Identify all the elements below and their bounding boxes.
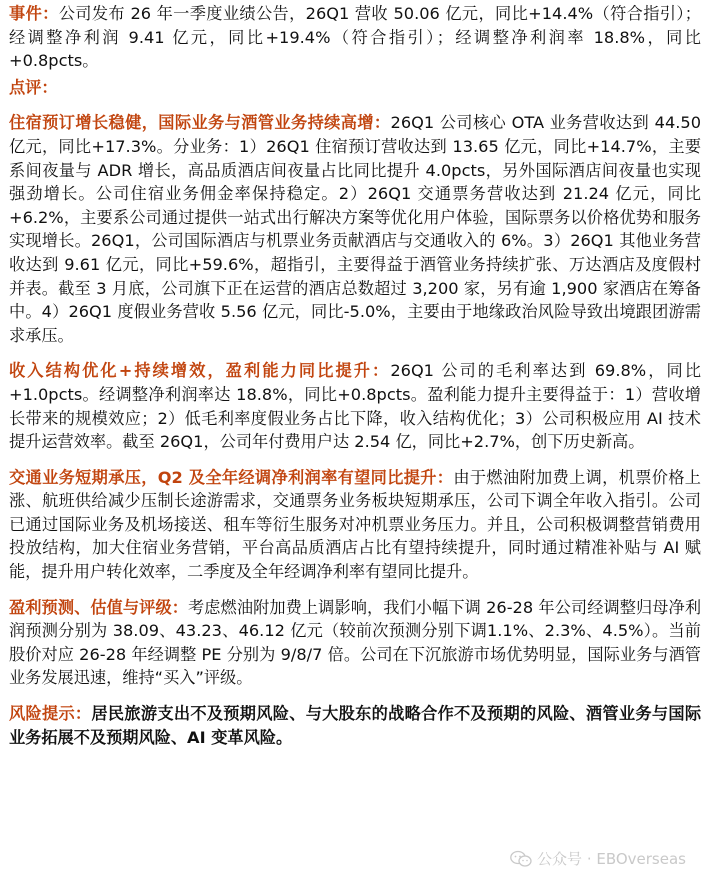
section-accommodation bbox=[9, 111, 701, 347]
comment-heading-label: 点评： bbox=[9, 77, 58, 97]
event-text: 公司发布 26 年一季度业绩公告，26Q1 营收 50.06 亿元，同比+14.4%（符合指引）；经调整净利润 9.41 亿元，同比+19.4%（符合指引）；经调整净利润率 18.8%，同比+0.8pcts。 bbox=[9, 4, 701, 71]
section-heading: 盈利预测、估值与评级： bbox=[9, 597, 188, 617]
risk-paragraph bbox=[9, 702, 701, 749]
risk-label: 风险提示： bbox=[9, 704, 92, 724]
event-label: 事件： bbox=[9, 4, 59, 23]
section-transport bbox=[9, 466, 701, 584]
section-heading: 交通业务短期承压，Q2 及全年经调净利润率有望同比提升： bbox=[9, 467, 454, 487]
comment-heading bbox=[9, 76, 701, 100]
watermark bbox=[510, 848, 686, 869]
section-forecast bbox=[9, 596, 701, 690]
section-profitability bbox=[9, 359, 701, 453]
section-heading: 收入结构优化+持续增效，盈利能力同比提升： bbox=[9, 361, 391, 381]
wechat-icon bbox=[510, 850, 532, 868]
event-paragraph bbox=[9, 2, 701, 73]
section-text: 26Q1 公司核心 OTA 业务营收达到 44.50 亿元，同比+17.3%。分业务：1）26Q1 住宿预订营收达到 13.65 亿元，同比+14.7%，主要系间夜量与 ADR 增长，高品质酒店间夜量占比同比提升 4.0pcts，另外国际酒店间夜量也实现强劲增长。公司住宿业务佣金率保持稳定。2）26Q1 交通票务营收达到 21.24 亿元，同比+6.2%，主要系公司通过提供一站式出行解决方案等优化用户体验，国际票务以价格优势和服务实现增长。26Q1，公司国际酒店与机票业务贡献酒店与交通收入的 6%。3）26Q1 其他业务营收达到 9.61 亿元，同比+59.6%，超指引，主要得益于酒管业务持续扩张、万达酒店及度假村并表。截至 3 月底，公司旗下正在运营的酒店总数超过 3,200 家，另有逾 1,900 家酒店在筹备中。4）26Q1 度假业务营收 5.56 亿元，同比-5.0%，主要由于地缘政治风险导致出境跟团游需求承压。 bbox=[9, 113, 701, 345]
section-heading: 住宿预订增长稳健，国际业务与酒管业务持续高增： bbox=[9, 113, 391, 133]
risk-text: 居民旅游支出不及预期风险、与大股东的战略合作不及预期的风险、酒管业务与国际业务拓展不及预期风险、AI 变革风险。 bbox=[9, 704, 702, 747]
watermark-text: 公众号 · EBOverseas bbox=[537, 850, 686, 868]
report-body bbox=[9, 2, 701, 749]
section-text: 考虑燃油附加费上调影响，我们小幅下调 26-28 年公司经调整归母净利润预测分别为 38.09、43.23、46.12 亿元（较前次预测分别下调1.1%、2.3%、4.5%）。当前股价对应 26-28 年经调整 PE 分别为 9/8/7 倍。公司在下沉旅游市场优势明显，国际业务与酒管业务发展迅速，维持“买入”评级。 bbox=[9, 597, 702, 688]
section-text: 由于燃油附加费上调，机票价格上涨、航班供给减少压制长途游需求，交通票务业务板块短期承压，公司下调全年收入指引。公司已通过国际业务及机场接送、租车等衍生服务对冲机票业务压力。并且，公司积极调整营销费用投放结构，加大住宿业务营销，平台高品质酒店占比有望持续提升，同时通过精准补贴与 AI 赋能，提升用户转化效率，二季度及全年经调净利率有望同比提升。 bbox=[9, 467, 701, 582]
section-text: 26Q1 公司的毛利率达到 69.8%，同比+1.0pcts。经调整净利润率达 18.8%，同比+0.8pcts。盈利能力提升主要得益于：1）营收增长带来的规模效应；2）低毛利率度假业务占比下降，收入结构优化；3）公司积极应用 AI 技术提升运营效率。截至 26Q1，公司年付费用户达 2.54 亿，同比+2.7%，创下历史新高。 bbox=[9, 361, 702, 452]
